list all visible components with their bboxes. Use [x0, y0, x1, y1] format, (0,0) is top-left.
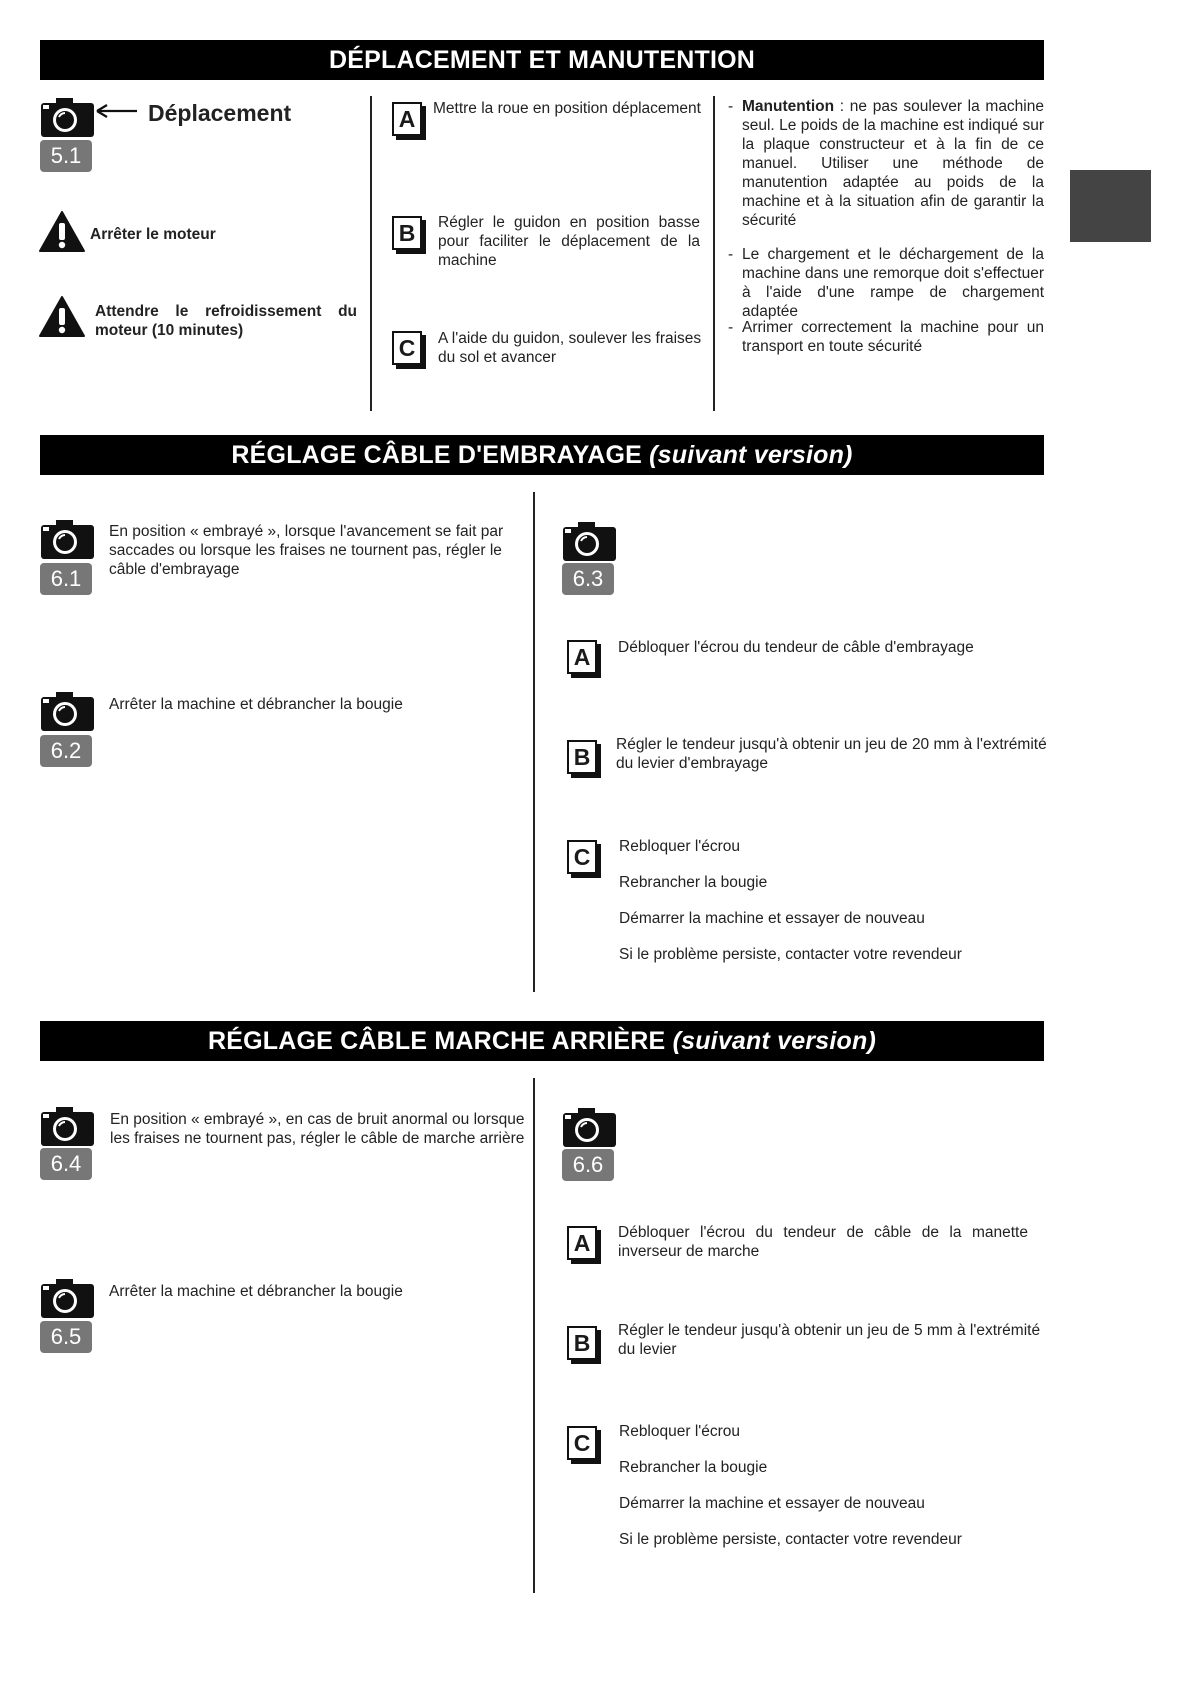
- section-deplacement-header: [40, 40, 1044, 80]
- marche-arriere-step-c-2: Rebrancher la bougie: [619, 1459, 768, 1476]
- step-letter-b: B: [567, 740, 597, 774]
- embrayage-step-b: Régler le tendeur jusqu'à obtenir un jeu de 20 mm à l'extrémité du levier d'embrayage: [616, 736, 1047, 772]
- note-manutention: [742, 97, 1044, 230]
- embrayage-step-c-4: Si le problème persiste, contacter votre revendeur: [619, 946, 962, 963]
- photo-badge-6-3: 6.3: [562, 563, 614, 595]
- step-letter-b: B: [567, 1326, 597, 1360]
- marche-arriere-step-c-3: Démarrer la machine et essayer de nouveau: [619, 1495, 925, 1512]
- bullet-dash: -: [728, 319, 734, 336]
- arrow-left-icon: [95, 104, 139, 118]
- photo-badge-5-1: 5.1: [40, 140, 92, 172]
- marche-arriere-intro-text: En position « embrayé », en cas de bruit anormal ou lorsque les fraises ne tournent pas, régler le câble de marche arrière: [110, 1111, 525, 1147]
- marche-arriere-step-a: Débloquer l'écrou du tendeur de câble de la manette inverseur de marche: [618, 1224, 1028, 1260]
- camera-icon: [40, 1105, 95, 1147]
- marche-arriere-step-c-1: Rebloquer l'écrou: [619, 1423, 741, 1440]
- section-marche-arriere-header: [40, 1021, 1044, 1061]
- column-divider: [533, 492, 535, 992]
- camera-icon: [40, 96, 95, 138]
- embrayage-step-c-1: Rebloquer l'écrou: [619, 838, 741, 855]
- note-manutention-body: : ne pas soulever la machine seul. Le poids de la machine est indiqué sur la plaque constructeur et à la fin de ce manuel. Utiliser une méthode de manutention adaptée au poids de la machine et à la situation afin de garantir la sécurité: [742, 98, 1044, 229]
- warning-text-cooldown: Attendre le refroidissement du moteur (10 minutes): [95, 303, 357, 339]
- deplacement-label: Déplacement: [148, 100, 292, 126]
- section-embrayage-header: [40, 435, 1044, 475]
- camera-icon: [40, 690, 95, 732]
- embrayage-step-a: Débloquer l'écrou du tendeur de câble d'embrayage: [618, 639, 974, 656]
- step-letter-a: A: [567, 640, 597, 674]
- photo-badge-6-1: 6.1: [40, 563, 92, 595]
- section-deplacement-title: DÉPLACEMENT ET MANUTENTION: [328, 46, 756, 74]
- step-b-text: Régler le guidon en position basse pour faciliter le déplacement de la machine: [438, 214, 700, 269]
- camera-icon: [40, 518, 95, 560]
- section-embrayage-suffix: (suivant version): [649, 441, 853, 469]
- camera-icon: [562, 1106, 617, 1148]
- embrayage-intro-text: En position « embrayé », lorsque l'avancement se fait par saccades ou lorsque les fraises ne tournent pas, régler le câble d'embrayage: [109, 523, 504, 578]
- page-side-tab: [1070, 170, 1151, 242]
- step-letter-a: A: [567, 1226, 597, 1260]
- camera-icon: [40, 1277, 95, 1319]
- photo-badge-6-2: 6.2: [40, 735, 92, 767]
- section-marche-arriere-suffix: (suivant version): [672, 1027, 877, 1055]
- warning-icon: [38, 210, 86, 254]
- photo-badge-6-6: 6.6: [562, 1149, 614, 1181]
- bullet-dash: -: [728, 98, 734, 115]
- embrayage-step-c-3: Démarrer la machine et essayer de nouveau: [619, 910, 925, 927]
- embrayage-step-c-2: Rebrancher la bougie: [619, 874, 768, 891]
- bullet-dash: -: [728, 246, 734, 263]
- note-chargement: Le chargement et le déchargement de la machine dans une remorque doit s'effectuer à l'aide d'une rampe de chargement adaptée: [742, 246, 1044, 320]
- marche-arriere-step-c-4: Si le problème persiste, contacter votre revendeur: [619, 1531, 962, 1548]
- note-manutention-lead: Manutention: [742, 98, 835, 115]
- section-marche-arriere-title: RÉGLAGE CÂBLE MARCHE ARRIÈRE: [207, 1027, 666, 1055]
- step-letter-c: C: [567, 1426, 597, 1460]
- column-divider: [713, 96, 715, 411]
- step-letter-b: B: [392, 216, 422, 250]
- camera-icon: [562, 520, 617, 562]
- step-letter-c: C: [392, 331, 422, 365]
- step-c-text: A l'aide du guidon, soulever les fraises du sol et avancer: [438, 330, 702, 366]
- marche-arriere-step-b: Régler le tendeur jusqu'à obtenir un jeu de 5 mm à l'extrémité du levier: [618, 1322, 1041, 1358]
- warning-text-stop-engine: Arrêter le moteur: [90, 226, 216, 243]
- step-a-text: Mettre la roue en position déplacement: [433, 100, 701, 117]
- column-divider: [533, 1078, 535, 1593]
- column-divider: [370, 96, 372, 411]
- step-letter-c: C: [567, 840, 597, 874]
- step-letter-a: A: [392, 102, 422, 136]
- section-embrayage-title: RÉGLAGE CÂBLE D'EMBRAYAGE: [231, 441, 642, 469]
- note-arrimer: Arrimer correctement la machine pour un transport en toute sécurité: [742, 319, 1044, 355]
- photo-badge-6-5: 6.5: [40, 1321, 92, 1353]
- photo-badge-6-4: 6.4: [40, 1148, 92, 1180]
- warning-icon: [38, 295, 86, 339]
- embrayage-stop-text: Arrêter la machine et débrancher la bougie: [109, 696, 403, 713]
- marche-arriere-stop-text: Arrêter la machine et débrancher la bougie: [109, 1283, 403, 1300]
